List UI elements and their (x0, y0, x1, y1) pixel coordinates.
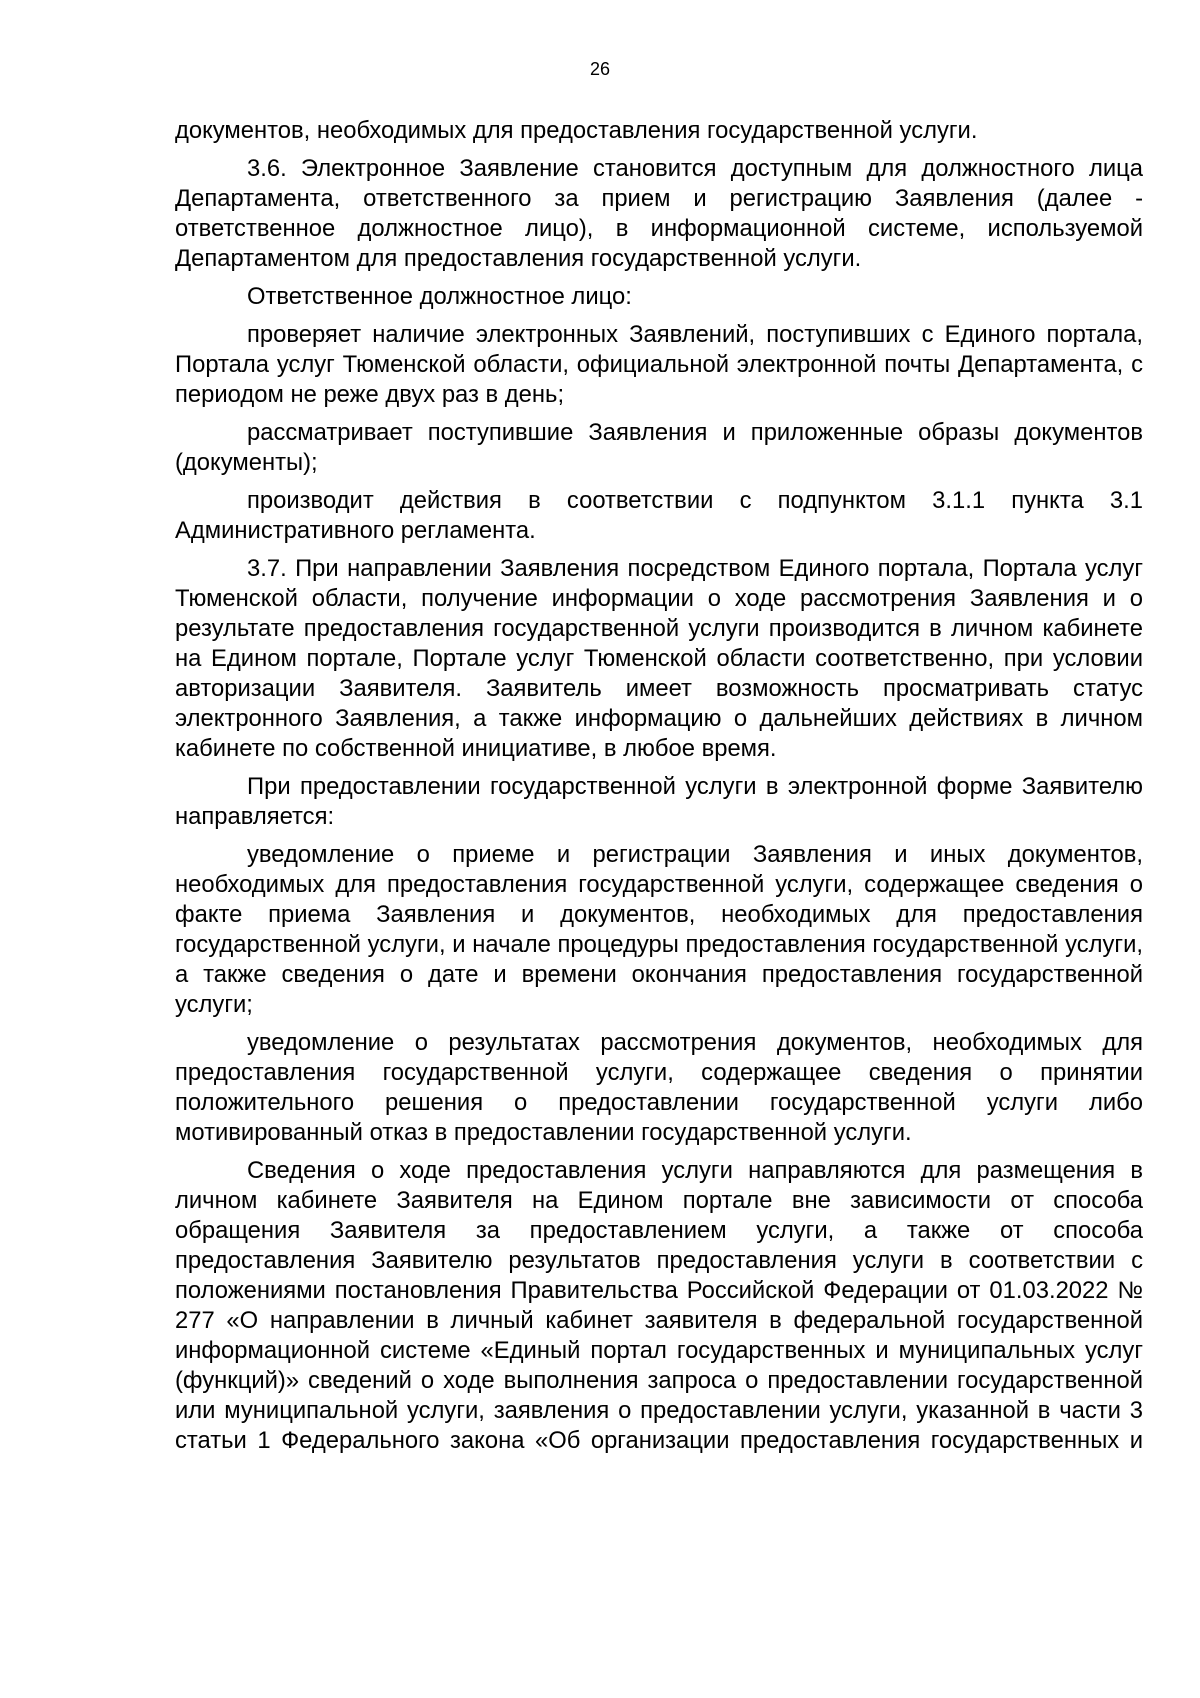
paragraph-performs: производит действия в соответствии с подпунктом 3.1.1 пункта 3.1 Административного регламента. (175, 487, 1143, 544)
paragraph-notice-receipt: уведомление о приеме и регистрации Заявления и иных документов, необходимых для предоставления государственной услуги, содержащее сведения о факте приема Заявления и документов, необходимых для предоставления государственной услуги, и начале процедуры предоставления государственной услуги, а также сведения о дате и времени окончания предоставления государственной услуги; (175, 841, 1143, 1018)
paragraph-notice-results: уведомление о результатах рассмотрения документов, необходимых для предоставления государственной услуги, содержащее сведения о принятии положительного решения о предоставлении государственной услуги либо мотивированный отказ в предоставлении государственной услуги. (175, 1029, 1143, 1146)
paragraph-electronic-form: При предоставлении государственной услуги в электронной форме Заявителю направляется: (175, 773, 1143, 830)
paragraph-3-7: 3.7. При направлении Заявления посредством Единого портала, Портала услуг Тюменской области, получение информации о ходе рассмотрения Заявления и о результате предоставления государственной услуги производится в личном кабинете на Едином портале, Портале услуг Тюменской области соответственно, при условии авторизации Заявителя. Заявитель имеет возможность просматривать статус электронного Заявления, а также информацию о дальнейших действиях в личном кабинете по собственной инициативе, в любое время. (175, 555, 1143, 762)
paragraph-3-6: 3.6. Электронное Заявление становится доступным для должностного лица Департамента, ответственного за прием и регистрацию Заявления (далее - ответственное должностное лицо), в информационной системе, используемой Департаментом для предоставления государственной услуги. (175, 155, 1143, 272)
paragraph-progress-info: Сведения о ходе предоставления услуги направляются для размещения в личном кабинете Заявителя на Едином портале вне зависимости от способа обращения Заявителя за предоставлением услуги, а также от способа предоставления Заявителю результатов предоставления услуги в соответствии с положениями постановления Правительства Российской Федерации от 01.03.2022 № 277 «О направлении в личный кабинет заявителя в федеральной государственной информационной системе «Единый портал государственных и муниципальных услуг (функций)» сведений о ходе выполнения запроса о предоставлении государственной или муниципальной услуги, заявления о предоставлении услуги, указанной в части 3 статьи 1 Федерального закона «Об организации предоставления государственных и (175, 1157, 1143, 1454)
paragraph-responsible-person: Ответственное должностное лицо: (247, 283, 632, 310)
page-number: 26 (589, 59, 611, 79)
paragraph-reviews: рассматривает поступившие Заявления и приложенные образы документов (документы); (175, 419, 1143, 476)
paragraph-checks: проверяет наличие электронных Заявлений, поступивших с Единого портала, Портала услуг Тюменской области, официальной электронной почты Департамента, с периодом не реже двух раз в день; (175, 321, 1143, 408)
document-body (175, 116, 1143, 1464)
paragraph-continuation: документов, необходимых для предоставления государственной услуги. (175, 117, 978, 144)
